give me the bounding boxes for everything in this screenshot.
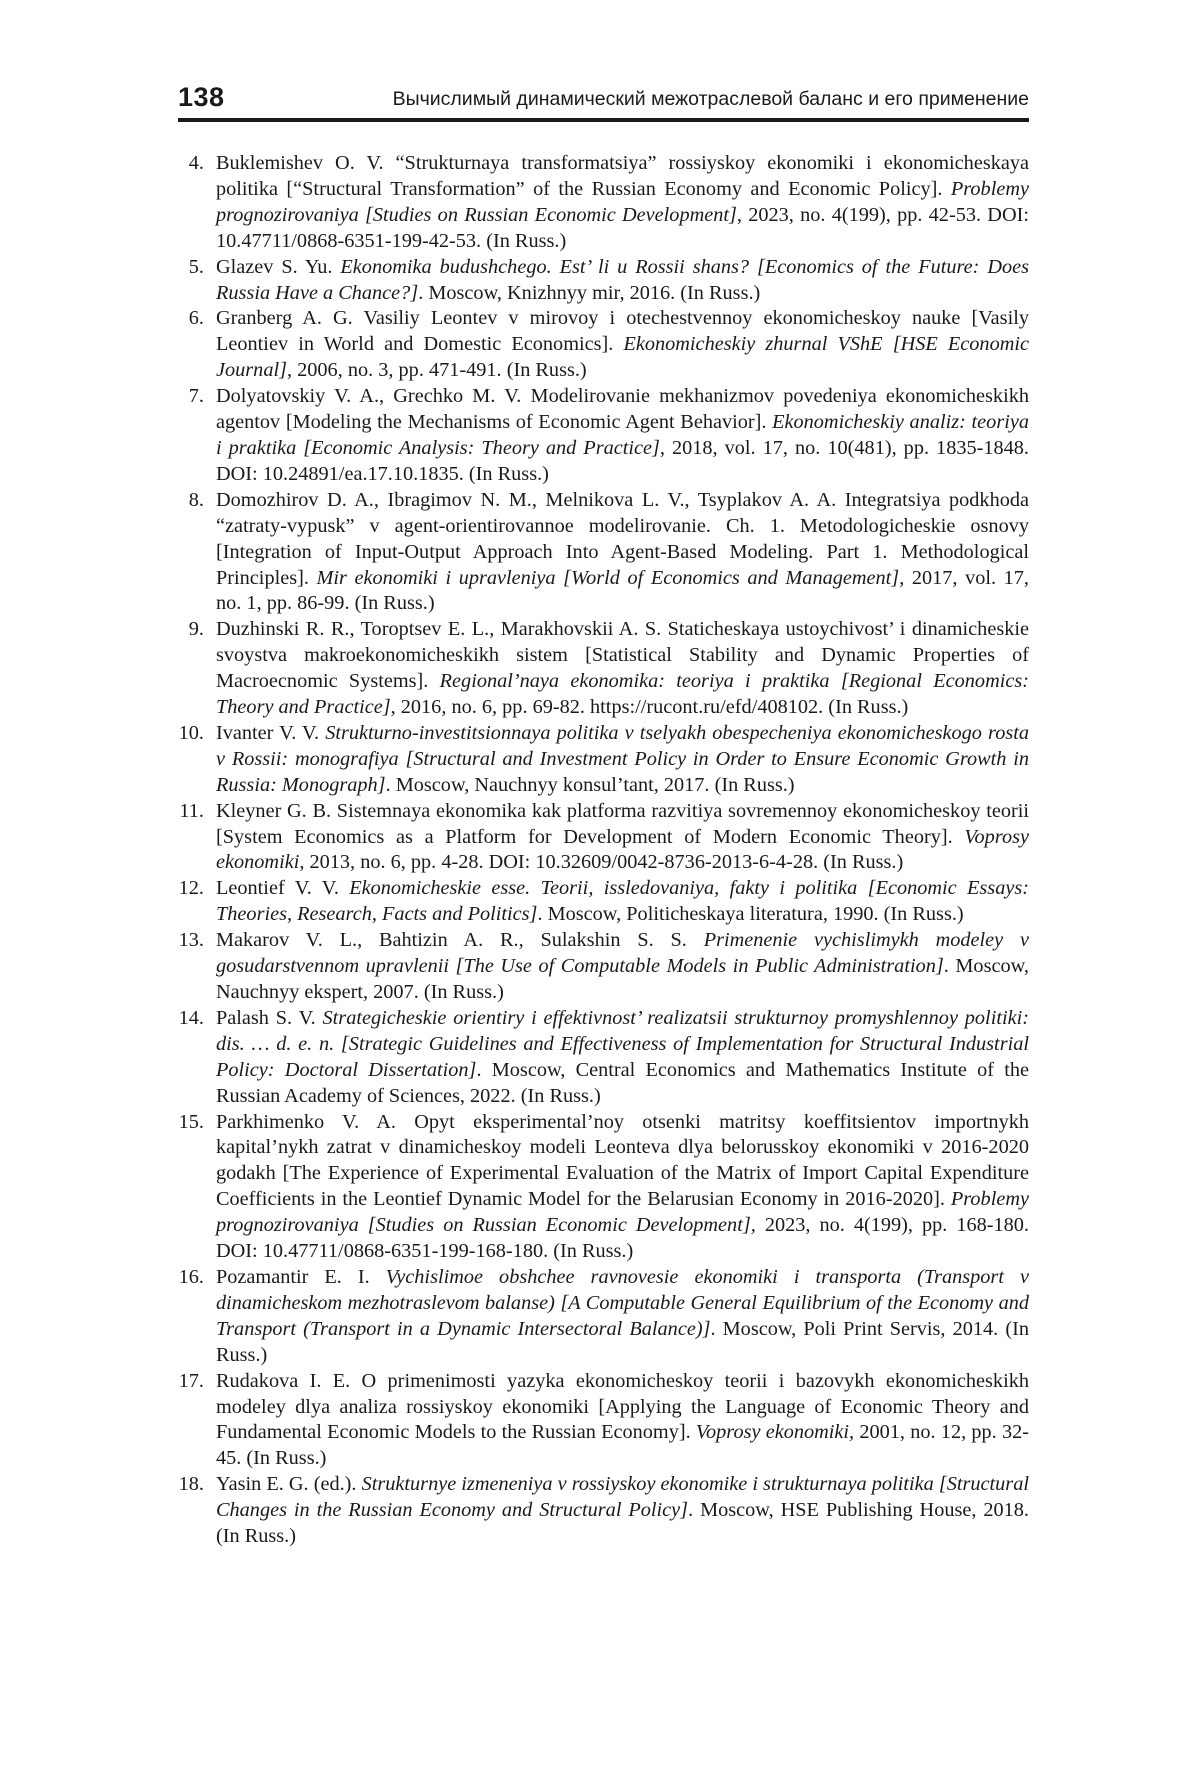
reference-source-title: Ekonomicheskiy analiz: teoriya i praktika [Economic Analysis: Theory and Practice]: [216, 411, 1029, 459]
reference-text: 2001, no. 12, pp. 32-45. (In Russ.): [216, 1421, 1029, 1470]
reference-text: Parkhimenko V. A. Opyt eksperimental’noy otsenki matritsy koeffitsientov importnykh kapital’nykh zatrat v dinamicheskoy modeli Leonteva dlya belorusskoy ekonomiki v 2016-2020 godakh [The Experience of Experimental Evaluation of the Matrix of Import Capital Expenditure Coefficients in the Leontief Dynamic Model for the Belarusian Economy in 2016-2020].: [216, 1110, 1029, 1211]
reference-number: 7.: [188, 385, 204, 408]
reference-text: . Moscow, Nauchnyy konsul’tant, 2017. (In Russ.): [385, 773, 795, 796]
reference-number: 10.: [178, 721, 204, 744]
reference-text: Granberg A. G. Vasiliy Leontev v mirovoy i otechestvennoy ekonomicheskoy nauke [Vasily Leontiev in World and Domestic Economics].: [216, 307, 1029, 356]
reference-source-title: Problemy prognozirovaniya [Studies on Russian Economic Development]: [216, 177, 1029, 226]
reference-text: Pozamantir E. I.: [216, 1265, 386, 1288]
reference-item: [178, 151, 1029, 255]
page-number: 138: [178, 82, 225, 112]
reference-source-title: Strukturnye izmeneniya v rossiyskoy ekonomike i strukturnaya politika [Structural Changes in the Russian Economy and Structural Policy]: [216, 1473, 1029, 1522]
reference-text: Kleyner G. B. Sistemnaya ekonomika kak platforma razvitiya sovremennoy ekonomicheskoy teorii [System Economics as a Platform for Development of Modern Economic Theory].: [216, 799, 1029, 848]
reference-text: Duzhinski R. R., Toroptsev E. L., Marakhovskii A. S. Staticheskaya ustoychivost’ i dinamicheskie svoystva makroekonomicheskikh sistem [Statistical Stability and Dynamic Properties of Macroecnomic Systems].: [216, 618, 1029, 693]
reference-number: 14.: [178, 1006, 204, 1029]
reference-number: 15.: [178, 1110, 204, 1133]
reference-number: 13.: [178, 929, 204, 952]
reference-source-title: Strukturno-investitsionnaya politika v tselyakh obespecheniya ekonomicheskogo rosta v Rossii: monografiya [Structural and Investment Policy in Order to Ensure Economic Growth in Russia: Monograph]: [216, 721, 1029, 796]
reference-text: , 2018, vol. 17, no. 10(481), pp. 1835-1848. DOI: 10.24891/ea.17.10.1835. (In Russ.): [216, 436, 1030, 485]
reference-item: [178, 488, 1029, 618]
reference-item: [178, 255, 1029, 307]
reference-text: , 2017, vol. 17, no. 1, pp. 86-99. (In Russ.): [216, 566, 1029, 615]
reference-text: Leontief V. V.: [216, 877, 350, 900]
reference-text: . Moscow, Central Economics and Mathematics Institute of the Russian Academy of Sciences, 2022. (In Russ.): [216, 1058, 1030, 1107]
reference-text: Dolyatovskiy V. A., Grechko M. V. Modelirovanie mekhanizmov povedeniya ekonomicheskikh agentov [Modeling the Mechanisms of Economic Agent Behavior].: [216, 385, 1029, 434]
reference-item: [178, 928, 1029, 1006]
reference-number: 9.: [188, 618, 204, 641]
reference-text: . Moscow, HSE Publishing House, 2018. (In Russ.): [216, 1499, 1029, 1548]
reference-text: Domozhirov D. A., Ibragimov N. M., Melnikova L. V., Tsyplakov A. A. Integratsiya podkhoda “zatraty-vypusk” v agent-orientirovannoe modelirovanie. Ch. 1. Metodologicheskie osnovy [Integration of Input-Output Approach Into Agent-Based Modeling. Part 1. Methodological Principles].: [216, 488, 1029, 589]
reference-text: Buklemishev O. V. “Strukturnaya transformatsiya” rossiyskoy ekonomiki i ekonomicheskaya politika [“Structural Transformation” of the Russian Economy and Economic Policy].: [216, 152, 1029, 200]
reference-source-title: Voprosy ekonomiki,: [695, 1421, 855, 1444]
reference-text: Ivanter V. V.: [216, 721, 326, 744]
reference-text: Makarov V. L., Bahtizin A. R., Sulakshin S. S.: [216, 929, 704, 952]
reference-number: 5.: [188, 255, 204, 278]
reference-source-title: Vychislimoe obshchee ravnovesie ekonomiki i transporta (Transport v dinamicheskom mezhotraslevom balanse) [A Computable General Equilibrium of the Economy and Transport (Transport in a Dynamic Intersectoral Balance)]: [216, 1265, 1030, 1340]
reference-number: 6.: [188, 307, 204, 330]
reference-source-title: Regional’naya ekonomika: teoriya i praktika [Regional Economics: Theory and Practice]: [216, 670, 1029, 719]
reference-item: [178, 1472, 1029, 1550]
reference-item: [178, 799, 1029, 877]
reference-number: 12.: [178, 877, 204, 900]
reference-source-title: Mir ekonomiki i upravleniya [World of Economics and Management]: [316, 566, 900, 589]
reference-text: , 2006, no. 3, pp. 471-491. (In Russ.): [286, 359, 587, 382]
page-header: [178, 84, 1029, 122]
reference-item: [178, 876, 1029, 928]
reference-item: [178, 1110, 1029, 1265]
reference-text: . Moscow, Nauchnyy ekspert, 2007. (In Russ.): [216, 955, 1030, 1003]
reference-number: 4.: [188, 152, 204, 174]
reference-text: Glazev S. Yu.: [216, 255, 341, 278]
reference-number: 17.: [178, 1369, 204, 1392]
reference-text: Rudakova I. E. O primenimosti yazyka ekonomicheskoy teorii i bazovykh ekonomicheskikh modeley dlya analiza rossiyskoy ekonomiki [Applying the Language of Economic Theory and Fundamental Economic Models to the Russian Economy].: [216, 1369, 1029, 1444]
reference-item: [178, 384, 1029, 488]
reference-text: Palash S. V.: [216, 1006, 323, 1029]
reference-source-title: Ekonomicheskiy zhurnal VShE [HSE Economic Journal]: [216, 333, 1029, 382]
reference-source-title: Ekonomika budushchego. Est’ li u Rossii shans? [Economics of the Future: Does Russia Have a Chance?]: [216, 255, 1030, 304]
reference-item: [178, 1006, 1029, 1110]
reference-number: 8.: [188, 488, 204, 511]
reference-item: [178, 1265, 1029, 1369]
references-list: [178, 151, 1029, 1550]
reference-text: . Moscow, Knizhnyy mir, 2016. (In Russ.): [418, 281, 761, 304]
reference-source-title: Voprosy ekonomiki,: [216, 825, 1029, 874]
reference-text: 2023, no. 4(199), pp. 168-180. DOI: 10.47711/0868-6351-199-168-180. (In Russ.): [216, 1214, 1030, 1263]
running-title: Вычислимый динамический межотраслевой баланс и его применение: [392, 87, 1029, 110]
reference-item: [178, 721, 1029, 799]
reference-source-title: Primenenie vychislimykh modeley v gosudarstvennom upravlenii [The Use of Computable Models in Public Administration]: [216, 929, 1030, 978]
reference-number: 11.: [179, 799, 204, 822]
reference-item: [178, 1369, 1029, 1473]
reference-number: 18.: [178, 1473, 204, 1496]
reference-text: . Moscow, Politicheskaya literatura, 1990. (In Russ.): [537, 903, 964, 926]
reference-item: [178, 306, 1029, 384]
reference-source-title: Problemy prognozirovaniya [Studies on Russian Economic Development],: [216, 1188, 1029, 1237]
reference-text: Yasin E. G. (ed.).: [216, 1473, 362, 1496]
reference-text: , 2023, no. 4(199), pp. 42-53. DOI: 10.47711/0868-6351-199-42-53. (In Russ.): [216, 203, 1029, 252]
reference-text: , 2016, no. 6, pp. 69-82. https://rucont.ru/efd/408102. (In Russ.): [390, 696, 909, 719]
reference-text: 2013, no. 6, pp. 4-28. DOI: 10.32609/0042-8736-2013-6-4-28. (In Russ.): [304, 851, 904, 874]
reference-number: 16.: [178, 1265, 204, 1288]
reference-source-title: Strategicheskie orientiry i effektivnost’ realizatsii strukturnoy promyshlennoy politiki: dis. … d. e. n. [Strategic Guidelines and Effectiveness of Implementation for Structural Industrial Policy: Doctoral Dissertation]: [216, 1006, 1029, 1081]
reference-text: . Moscow, Poli Print Servis, 2014. (In Russ.): [216, 1317, 1029, 1366]
reference-source-title: Ekonomicheskie esse. Teorii, issledovaniya, fakty i politika [Economic Essays: Theories, Research, Facts and Politics]: [216, 877, 1029, 926]
reference-item: [178, 617, 1029, 721]
